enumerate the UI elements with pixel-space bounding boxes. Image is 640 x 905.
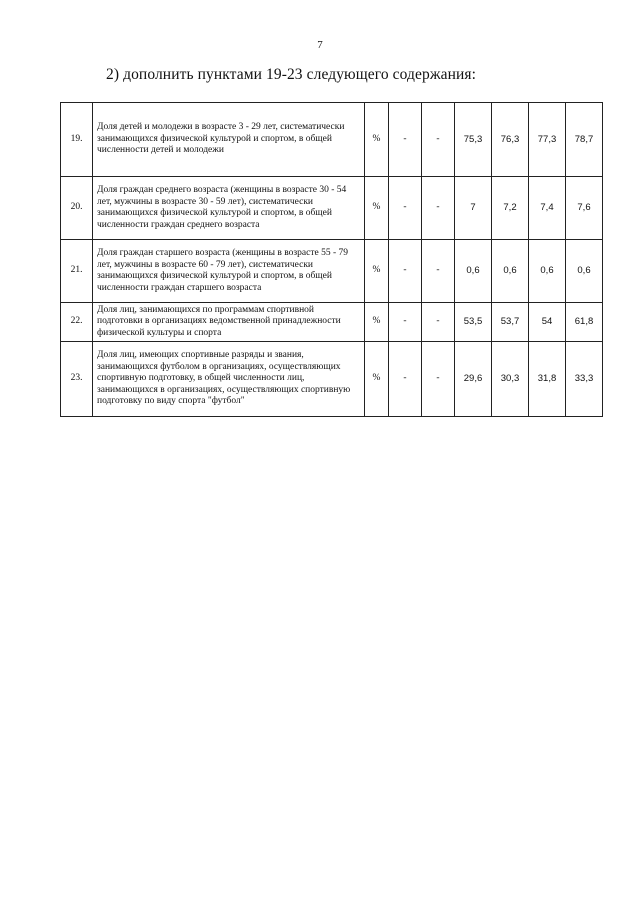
- table-row: [61, 103, 603, 177]
- indicator-name: Доля граждан старшего возраста (женщины в возрасте 55 - 79 лет, мужчины в возрасте 60 - 79 лет), систематически занимающихся физической культурой и спортом, в общей численности граждан старшего возраста: [93, 240, 365, 303]
- value-cell: -: [422, 103, 455, 177]
- value-cell: 0,6: [529, 240, 566, 303]
- value-cell: 78,7: [566, 103, 603, 177]
- value-cell: 76,3: [492, 103, 529, 177]
- table-row: [61, 177, 603, 240]
- value-cell: 77,3: [529, 103, 566, 177]
- row-number: 19.: [61, 103, 93, 177]
- value-cell: -: [422, 177, 455, 240]
- value-cell: 75,3: [455, 103, 492, 177]
- unit-cell: %: [365, 103, 389, 177]
- value-cell: -: [422, 303, 455, 342]
- value-cell: 61,8: [566, 303, 603, 342]
- value-cell: 53,5: [455, 303, 492, 342]
- row-number: 23.: [61, 342, 93, 417]
- value-cell: 0,6: [492, 240, 529, 303]
- value-cell: -: [389, 342, 422, 417]
- indicator-name: Доля лиц, занимающихся по программам спортивной подготовки в организациях ведомственной принадлежности физической культуры и спорта: [93, 303, 365, 342]
- value-cell: -: [389, 103, 422, 177]
- row-number: 20.: [61, 177, 93, 240]
- value-cell: -: [389, 240, 422, 303]
- unit-cell: %: [365, 240, 389, 303]
- value-cell: 7,4: [529, 177, 566, 240]
- indicator-name: Доля детей и молодежи в возрасте 3 - 29 лет, систематически занимающихся физической культурой и спортом, в общей численности детей и молодежи: [93, 103, 365, 177]
- value-cell: 7: [455, 177, 492, 240]
- table-row: [61, 240, 603, 303]
- value-cell: 0,6: [455, 240, 492, 303]
- table-row: [61, 303, 603, 342]
- unit-cell: %: [365, 177, 389, 240]
- value-cell: 31,8: [529, 342, 566, 417]
- value-cell: -: [422, 240, 455, 303]
- row-number: 21.: [61, 240, 93, 303]
- value-cell: -: [422, 342, 455, 417]
- unit-cell: %: [365, 342, 389, 417]
- value-cell: -: [389, 303, 422, 342]
- value-cell: 33,3: [566, 342, 603, 417]
- table-row: [61, 342, 603, 417]
- unit-cell: %: [365, 303, 389, 342]
- value-cell: 53,7: [492, 303, 529, 342]
- indicator-name: Доля лиц, имеющих спортивные разряды и звания, занимающихся футболом в организациях, осуществляющих спортивную подготовку, в общей численности лиц, занимающихся в организациях, осуществляющих спортивную подготовку по виду спорта "футбол": [93, 342, 365, 417]
- value-cell: 54: [529, 303, 566, 342]
- row-number: 22.: [61, 303, 93, 342]
- indicators-table: [60, 102, 603, 417]
- indicator-name: Доля граждан среднего возраста (женщины в возрасте 30 - 54 лет, мужчины в возрасте 30 - 59 лет), систематически занимающихся физической культурой и спортом, в общей численности граждан среднего возраста: [93, 177, 365, 240]
- value-cell: -: [389, 177, 422, 240]
- value-cell: 7,2: [492, 177, 529, 240]
- intro-text: 2) дополнить пунктами 19-23 следующего содержания:: [106, 66, 477, 83]
- value-cell: 29,6: [455, 342, 492, 417]
- value-cell: 0,6: [566, 240, 603, 303]
- value-cell: 30,3: [492, 342, 529, 417]
- value-cell: 7,6: [566, 177, 603, 240]
- page-number: 7: [317, 39, 323, 51]
